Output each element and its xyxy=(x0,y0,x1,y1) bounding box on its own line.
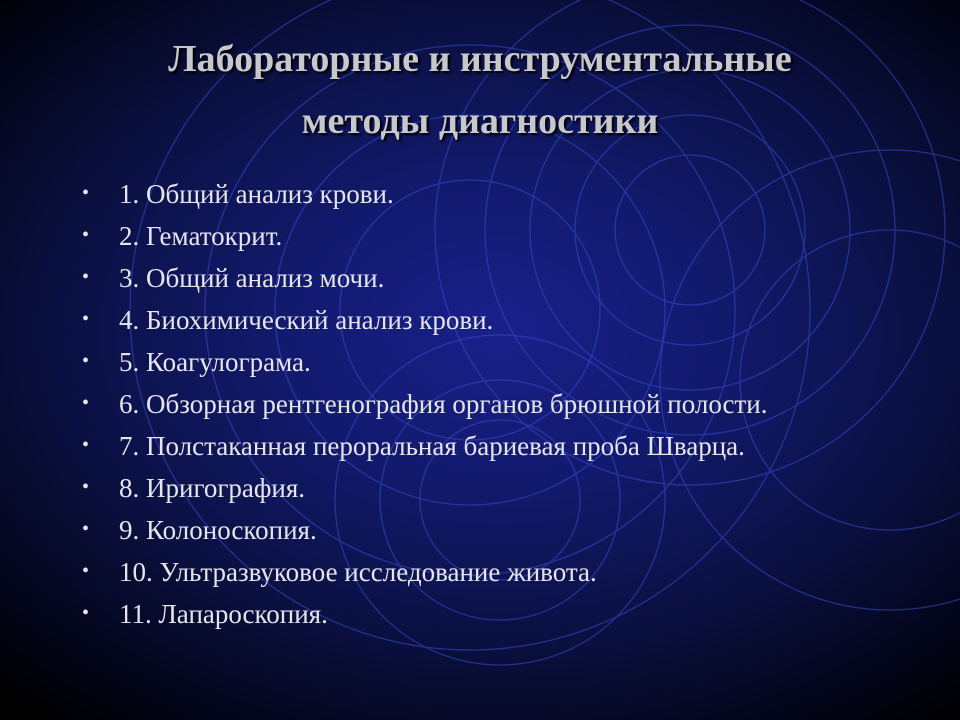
bullet-icon: • xyxy=(82,182,90,204)
bullet-icon: • xyxy=(82,602,90,624)
bullet-icon: • xyxy=(82,518,90,540)
list-item-text: 8. Иригография. xyxy=(119,473,306,503)
list-item-text: 1. Общий анализ крови. xyxy=(119,179,394,209)
bullet-icon: • xyxy=(82,224,90,246)
bullet-icon: • xyxy=(82,308,90,330)
list-item xyxy=(82,514,912,547)
list-item-text: 6. Обзорная рентгенография органов брюшной полости. xyxy=(119,389,768,419)
list-item-text: 10. Ультразвуковое исследование живота. xyxy=(119,557,597,587)
list-item xyxy=(82,178,912,211)
list-item xyxy=(82,430,912,463)
diagnostic-methods-list xyxy=(82,178,912,640)
bullet-icon: • xyxy=(82,392,90,414)
bullet-icon: • xyxy=(82,350,90,372)
list-item xyxy=(82,220,912,253)
list-item xyxy=(82,346,912,379)
list-item-text: 9. Колоноскопия. xyxy=(119,515,317,545)
bullet-icon: • xyxy=(82,560,90,582)
list-item xyxy=(82,598,912,631)
bullet-icon: • xyxy=(82,266,90,288)
bullet-icon: • xyxy=(82,476,90,498)
slide-title-line-2: методы диагностики xyxy=(301,100,659,142)
slide-title-line-1: Лабораторные и инструментальные xyxy=(168,38,792,80)
list-item xyxy=(82,472,912,505)
list-item-text: 2. Гематокрит. xyxy=(119,221,283,251)
list-item xyxy=(82,304,912,337)
list-item-text: 7. Полстаканная пероральная бариевая проба Шварца. xyxy=(119,431,745,461)
list-item xyxy=(82,388,912,421)
list-item xyxy=(82,262,912,295)
list-item-text: 11. Лапароскопия. xyxy=(119,599,328,629)
slide-title xyxy=(0,28,960,152)
list-item-text: 3. Общий анализ мочи. xyxy=(119,263,385,293)
list-item xyxy=(82,556,912,589)
list-item-text: 4. Биохимический анализ крови. xyxy=(119,305,494,335)
bullet-icon: • xyxy=(82,434,90,456)
list-item-text: 5. Коагулограма. xyxy=(119,347,311,377)
